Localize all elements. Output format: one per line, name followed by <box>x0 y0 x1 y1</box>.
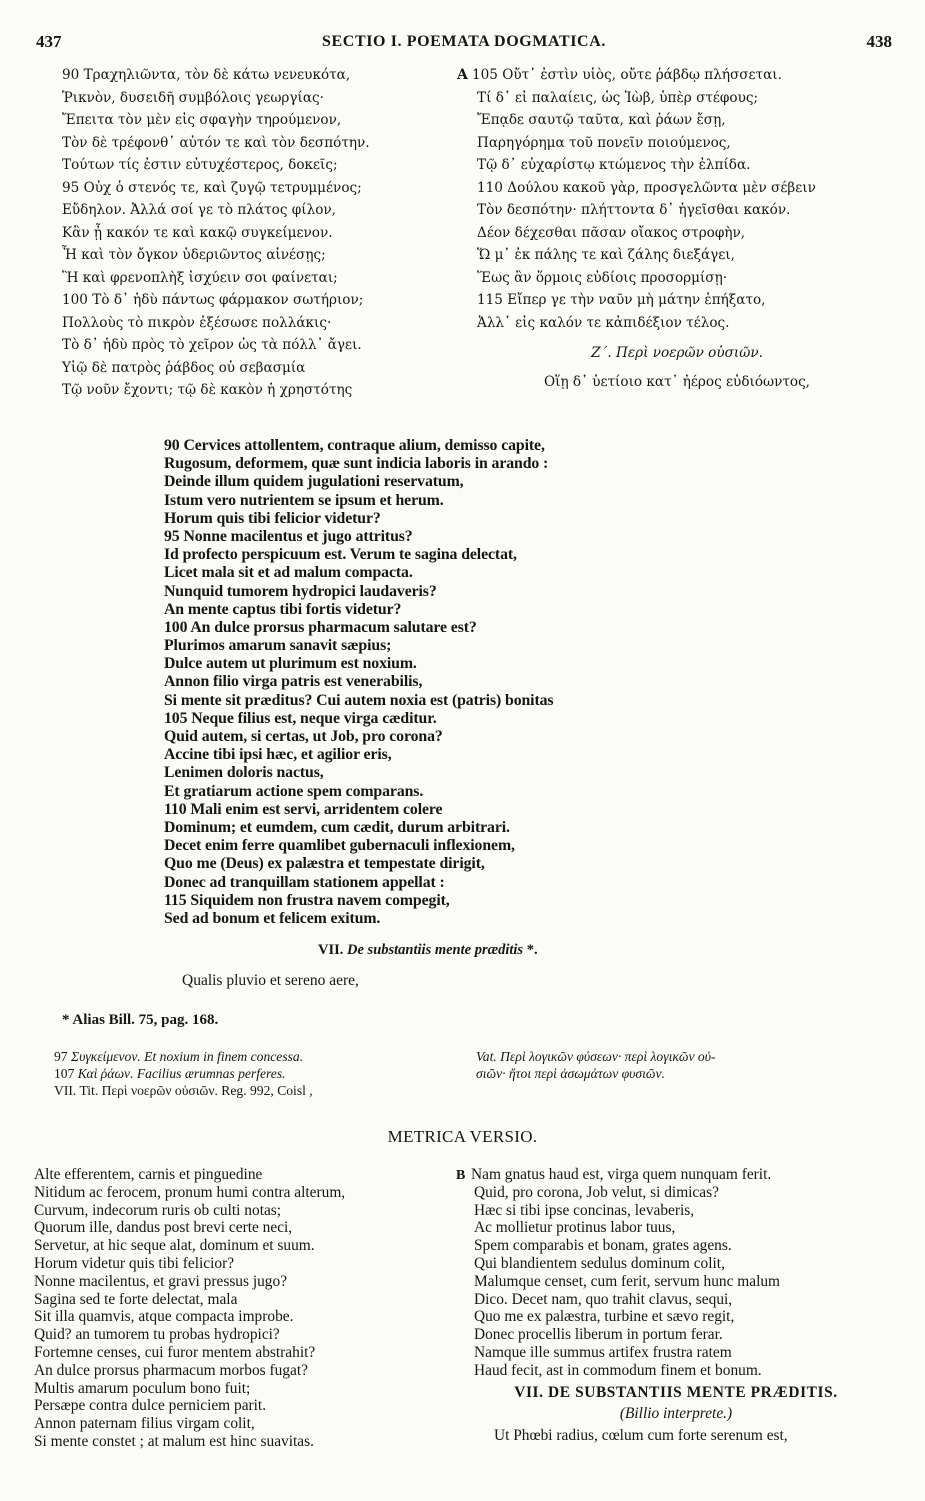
latin-line: 90 Cervices attollentem, contraque alium, demisso capite, <box>164 437 545 454</box>
greek-verse: Ἔπειτα τὸν μὲν εἰς σφαγὴν τηρούμενον, <box>62 112 342 128</box>
latin-section-first-line: Qualis pluvio et sereno aere, <box>182 972 359 989</box>
greek-verse: Ἢ καὶ φρενοπλὴξ ἰσχύειν σοι φαίνεται; <box>62 269 338 286</box>
verse-line: Horum videtur quis tibi felicior? <box>34 1254 235 1272</box>
latin-line: Dulce autem ut plurimum est noxium. <box>164 655 417 673</box>
verse-line: Quid, pro corona, Job velut, si dimicas? <box>474 1183 719 1201</box>
latin-line: Id profecto perspicuum est. Verum te sagina delectat, <box>164 546 517 564</box>
verse-line: Donec procellis liberum in portum ferar. <box>474 1326 723 1344</box>
note-text: Συγκείμενον. Et noxium in finem concessa. <box>71 1049 304 1064</box>
latin-line: Licet mala sit et ad malum compacta. <box>164 564 413 582</box>
verse-line: Hæc si tibi ipse concinas, levaberis, <box>474 1201 695 1219</box>
latin-line: Lenimen doloris nactus, <box>164 764 324 782</box>
latin-line: Accine tibi ipsi hæc, et agilior eris, <box>164 746 392 764</box>
greek-verse: Παρηγόρημα τοῦ πονεῖν ποιούμενος, <box>477 134 731 151</box>
verse-line: Sagina sed te forte delectat, mala <box>34 1290 238 1308</box>
latin-line: Donec ad tranquillam stationem appellat : <box>164 873 445 891</box>
left-page-number: 437 <box>36 32 62 51</box>
latin-section-heading <box>318 942 538 959</box>
greek-verse: Ἔπᾳδε σαυτῷ ταῦτα, καὶ ῥάων ἔσῃ, <box>477 112 726 128</box>
note-text: Tit. Περὶ νοερῶν οὐσιῶν. Reg. 992, Coisl , <box>79 1083 313 1098</box>
verse-line: Dico. Decet nam, quo trahit clavus, sequi, <box>474 1290 733 1308</box>
running-title: SECTIO I. POEMATA DOGMATICA. <box>322 33 606 50</box>
latin-line: Horum quis tibi felicior videtur? <box>164 509 381 527</box>
greek-verse: 95 Οὐχ ὁ στενός τε, καὶ ζυγῷ τετρυμμένος; <box>62 179 362 196</box>
note-text: Vat. Περὶ λογικῶν φύσεων· περὶ λογικῶν οὐ- <box>476 1049 716 1064</box>
greek-verse: Τῷ νοῦν ἔχοντι; τῷ δὲ κακὸν ἡ χρηστότης <box>62 382 353 398</box>
greek-verse: Ἕως ἂν ὅρμοις εὐδίοις προσορμίσῃ· <box>477 269 728 286</box>
latin-line: An mente captus tibi fortis videtur? <box>164 600 402 618</box>
verse-line: Spem comparabis et bonam, grates agens. <box>474 1237 732 1255</box>
verse-line: Si mente constet ; at malum est hinc suavitas. <box>34 1432 314 1450</box>
verse-line: Qui blandientem sedulus dominum colit, <box>474 1254 725 1272</box>
note-number: 97 <box>54 1049 68 1064</box>
latin-line: Deinde illum quidem jugulationi reservatum, <box>164 473 464 491</box>
verse-line: Quo me ex palæstra, turbine et sævo regit, <box>474 1308 735 1326</box>
star-footnote: * Alias Bill. 75, pag. 168. <box>62 1012 219 1028</box>
verse-line: Alte efferentem, carnis et pinguedine <box>34 1166 263 1183</box>
greek-verse: Τί δ᾽ εἰ παλαίεις, ὡς Ἰὼβ, ὑπὲρ στέφους; <box>477 89 759 106</box>
footnote-marker: *. <box>526 942 538 958</box>
verse-line: Malumque censet, cum ferit, servum hunc malum <box>474 1272 781 1290</box>
verse-line: Fortemne censes, cui furor mentem abstrahit? <box>34 1343 316 1361</box>
note-number: 107 <box>54 1066 75 1081</box>
latin-line: Annon filio virga patris est venerabilis, <box>164 673 423 691</box>
greek-verse: Ὥ μ᾽ ἐκ πάλης τε καὶ ζάλης διεξάγει, <box>477 247 735 263</box>
latin-line: Sed ad bonum et felicem exitum. <box>164 909 381 927</box>
verse-line: Curvum, indecorum ruris ob culti notas; <box>34 1201 282 1219</box>
right-page-number: 438 <box>866 32 892 51</box>
verse-line: Ac mollietur protinus labor tuus, <box>474 1219 676 1237</box>
metrica-versio-title: METRICA VERSIO. <box>387 1127 538 1146</box>
latin-translation <box>164 437 684 928</box>
latin-line: 115 Siquidem non frustra navem compegit, <box>164 891 450 909</box>
greek-verse: Τὸν δεσπότην· πλήττοντα δ᾽ ἡγεῖσθαι κακόν. <box>477 202 791 218</box>
verse-line: Nonne macilentus, et gravi pressus jugo? <box>34 1272 288 1290</box>
latin-line: 95 Nonne macilentus et jugo attritus? <box>164 527 413 545</box>
latin-line: Istum vero nutrientem se ipsum et herum. <box>164 491 444 509</box>
verse-line: Quid? an tumorem tu probas hydropici? <box>34 1326 280 1344</box>
verse-line: Annon paternam filius virgam colit, <box>34 1415 255 1433</box>
latin-line: Plurimos amarum sanavit sæpius; <box>164 637 392 655</box>
greek-verse: Τὸν δὲ τρέφονθ᾽ αὐτόν τε καὶ τὸν δεσπότην. <box>62 134 370 151</box>
verse-line: Persæpe contra dulce perniciem parit. <box>34 1397 267 1415</box>
greek-verse: 115 Εἴπερ γε τὴν ναῦν μὴ μάτην ἐπήξατο, <box>477 292 766 308</box>
latin-line: 100 An dulce prorsus pharmacum salutare est? <box>164 618 477 636</box>
greek-verse: 90 Τραχηλιῶντα, τὸν δὲ κάτω νενευκότα, <box>62 67 351 83</box>
greek-verse: 110 Δούλου κακοῦ γὰρ, προσγελῶντα μὲν σέβειν <box>477 179 816 196</box>
greek-verse: 100 Τὸ δ᾽ ἡδὺ πάντως φάρμακον σωτήριον; <box>62 292 364 308</box>
latin-line: 110 Mali enim est servi, arridentem colere <box>164 800 443 818</box>
greek-verse: Υἱῷ δὲ πατρὸς ῥάβδος οὐ σεβασμία <box>62 359 306 376</box>
verse-line: Quorum ille, dandus post brevi certe neci, <box>34 1219 293 1237</box>
greek-verse: Εὔδηλον. Ἀλλά σοί γε τὸ πλάτος φίλον, <box>62 202 336 218</box>
greek-verse: Τῷ δ᾽ εὐχαρίστῳ κτώμενος τὴν ἐλπίδα. <box>477 157 751 173</box>
latin-line: Quo me (Deus) ex palæstra et tempestate dirigit, <box>164 855 485 873</box>
variant-notes-left <box>54 1048 454 1099</box>
verse-line: Multis amarum poculum bono fuit; <box>34 1379 251 1397</box>
verse-line: Sit illa quamvis, atque compacta improbe. <box>34 1308 294 1326</box>
verse-line: Nam gnatus haud est, virga quem nunquam ferit. <box>471 1166 772 1183</box>
note-text: Καὶ ῥάων. Facilius ærumnas perferes. <box>77 1066 286 1081</box>
latin-line: Decet enim ferre quamlibet gubernaculi inflexionem, <box>164 837 515 855</box>
verse-line: Servetur, at hic seque alat, dominum et suum. <box>34 1237 315 1255</box>
latin-line: Rugosum, deformem, quæ sunt indicia laboris in arando : <box>164 455 549 473</box>
greek-verse: Κἂν ᾖ κακόν τε καὶ κακῷ συγκείμενον. <box>62 224 333 241</box>
latin-line: Nunquid tumorem hydropici laudaveris? <box>164 582 437 600</box>
greek-verse: Ἀλλ᾽ εἰς καλόν τε κἀπιδέξιον τέλος. <box>477 314 730 331</box>
greek-verse: 105 Οὔτ᾽ ἐστὶν υἱὸς, οὔτε ῥάβδῳ πλήσσεται. <box>472 67 782 83</box>
latin-section-number: VII. <box>318 942 344 958</box>
verse-line: An dulce prorsus pharmacum morbos fugat? <box>34 1361 308 1379</box>
greek-text-left-column <box>62 64 454 402</box>
note-number: VII. <box>54 1083 77 1098</box>
latin-section-title: De substantiis mente præditis <box>347 942 524 958</box>
greek-verse: Τούτων τίς ἐστιν εὐτυχέστερος, δοκεῖς; <box>62 157 338 173</box>
metrica-left-column <box>34 1166 454 1451</box>
metrica-section-title: VII. DE SUBSTANTIIS MENTE PRÆDITIS. <box>514 1383 838 1401</box>
verse-line: Namque ille summus artifex frustra ratem <box>474 1343 732 1361</box>
greek-verse: Δέον δέχεσθαι πᾶσαν οἴακος στροφὴν, <box>477 224 746 241</box>
verse-line: Nitidum ac ferocem, pronum humi contra alterum, <box>34 1183 346 1201</box>
page-header <box>36 32 892 58</box>
note-text: σιῶν· ἤτοι περὶ ἀσωμάτων φυσιῶν. <box>476 1066 665 1081</box>
variant-notes-right <box>476 1048 896 1082</box>
greek-verse: Πολλοὺς τὸ πικρὸν ἐξέσωσε πολλάκις· <box>62 314 332 331</box>
latin-line: Et gratiarum actione spem comparans. <box>164 782 424 800</box>
margin-letter: B <box>456 1168 466 1183</box>
metrica-section-subtitle: (Billio interprete.) <box>619 1405 733 1423</box>
latin-line: Quid autem, si certas, ut Job, pro corona? <box>164 728 443 745</box>
greek-text-right-column <box>457 64 897 393</box>
margin-letter: A <box>457 67 468 83</box>
greek-verse: Τὸ δ᾽ ἡδὺ πρὸς τὸ χεῖρον ὡς τὰ πόλλ᾽ ἄγει. <box>62 337 362 353</box>
greek-verse: Ῥικνὸν, δυσειδῆ συμβόλοις γεωργίας· <box>62 89 324 106</box>
metrica-right-column <box>456 1166 896 1445</box>
greek-verse: Ἦ καὶ τὸν ὄγκον ὑδεριῶντος αἰνέσῃς; <box>62 247 326 263</box>
greek-section-first-verse: Οἵῃ δ᾽ ὑετίοιο κατ᾽ ἠέρος εὐδιόωντος, <box>543 373 811 390</box>
verse-line: Haud fecit, ast in commodum finem et bonum. <box>474 1361 762 1379</box>
verse-line: Ut Phœbi radius, cœlum cum forte serenum est, <box>494 1427 788 1445</box>
greek-section-title: Ζ΄. Περὶ νοερῶν οὐσιῶν. <box>591 345 763 361</box>
latin-line: 105 Neque filius est, neque virga cæditur. <box>164 709 437 727</box>
latin-line: Dominum; et eumdem, cum cædit, durum arbitrari. <box>164 818 510 836</box>
latin-line: Si mente sit præditus? Cui autem noxia est (patris) bonitas <box>164 691 554 709</box>
